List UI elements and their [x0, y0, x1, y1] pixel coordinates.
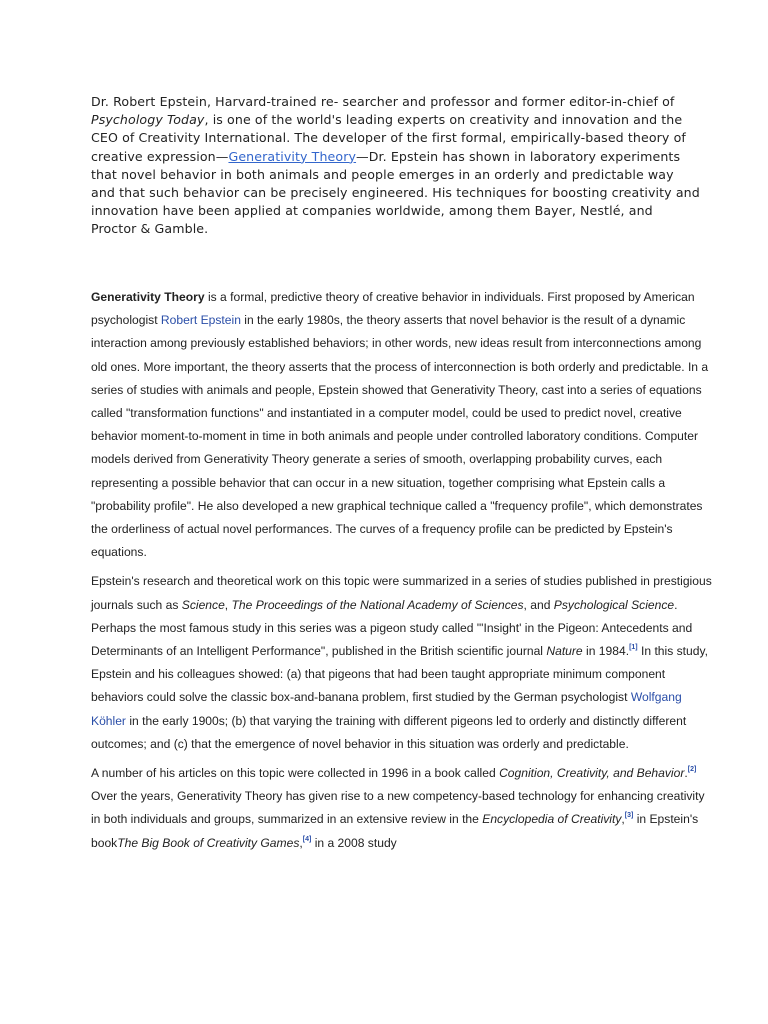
book-title-creativity-games: The Big Book of Creativity Games — [117, 835, 300, 850]
paragraph-generativity-theory — [91, 286, 713, 564]
paragraph-book-collection — [91, 762, 713, 855]
paragraph-research-summary — [91, 570, 713, 756]
journal-nature: Nature — [546, 644, 583, 659]
journal-science: Science — [181, 597, 225, 612]
article-body — [91, 286, 713, 861]
para2-text-3: , and — [523, 597, 554, 612]
book-title-encyclopedia: Encyclopedia of Creativity — [482, 812, 622, 827]
para3-text-6: , — [299, 835, 303, 850]
term-generativity-theory: Generativity Theory — [91, 290, 205, 304]
para2-text-6: In this study, Epstein and his colleagues showed: (a) that pigeons that had been taught appropriate minimum component behaviors could solve the classic box-and-banana problem, first studied by the German psychologist — [91, 644, 708, 705]
journal-pnas: The Proceedings of the National Academy of Sciences — [231, 597, 524, 612]
para3-text-3: Over the years, Generativity Theory has given rise to a new competency-based technology for enhancing creativity in both individuals and groups, summarized in an extensive review in the — [91, 789, 705, 827]
para2-text-7: in the early 1900s; (b) that varying the training with different pigeons led to orderly and distinctly different outcomes; and (c) that the emergence of novel behavior in this situation was orderly and predictable. — [91, 713, 687, 751]
intro-text-1: Dr. Robert Epstein, Harvard-trained re- searcher and professor and former editor-in-chief of — [91, 94, 675, 109]
psychology-today-title: Psychology Today — [91, 112, 205, 128]
wolfgang-kohler-link[interactable]: Wolfgang Köhler — [91, 690, 682, 728]
citation-1-link[interactable]: [1] — [629, 644, 638, 652]
para2-text-1: Epstein's research and theoretical work on this topic were summarized in a series of studies published in prestigious journals such as — [91, 574, 712, 612]
intro-paragraph — [91, 93, 701, 239]
para3-text-4: , — [621, 812, 625, 827]
citation-2-link[interactable]: [2] — [687, 766, 697, 774]
book-title-cognition: Cognition, Creativity, and Behavior — [499, 766, 685, 781]
para1-text-2: in the early 1980s, the theory asserts that novel behavior is the result of a dynamic interaction among previously established behaviors; in other words, new ideas result from interconnections among old ones. More important, the theory asserts that the process of interconnection is both orderly and predictable. In a series of studies with animals and people, Epstein showed that Generativity Theory, cast into a series of equations called "transformation functions" and instantiated in a computer model, could be used to predict novel, creative behavior moment-to-moment in time in both animals and people under controlled laboratory conditions. Computer models derived from Generativity Theory generate a series of smooth, overlapping probability curves, each representing a possible behavior that can occur in a new situation, together comprising what Epstein calls a "probability profile". He also developed a new graphical technique called a "frequency profile", which demonstrates the orderliness of actual novel performances. The curves of a frequency profile can be predicted by Epstein's equations. — [91, 313, 709, 560]
para3-text-2: . — [684, 766, 688, 781]
citation-3-link[interactable]: [3] — [624, 812, 634, 820]
generativity-theory-link[interactable]: Generativity Theory — [228, 148, 357, 164]
para2-text-4: . Perhaps the most famous study in this series was a pigeon study called "'Insight' in the Pigeon: Antecedents and Determinants of an Intelligent Performance", published in the British scientific journal — [91, 597, 693, 659]
para3-text-1: A number of his articles on this topic were collected in 1996 in a book called — [91, 766, 500, 781]
para3-text-7: in a 2008 study — [311, 835, 397, 850]
robert-epstein-link[interactable]: Robert Epstein — [160, 313, 241, 328]
citation-4-link[interactable]: [4] — [302, 835, 312, 843]
para1-text-1: is a formal, predictive theory of creative behavior in individuals. First proposed by American psychologist — [91, 290, 695, 328]
journal-psychological-science: Psychological Science — [553, 597, 675, 612]
intro-text-2: , is one of the world's leading experts on creativity and innovation and the CEO of Creativity International. The developer of the first formal, empirically-based theory of creative expression— — [91, 112, 686, 164]
intro-text-3: —Dr. Epstein has shown in laboratory experiments that novel behavior in both animals and people emerges in an orderly and predictable way and that such behavior can be precisely engineered. His techniques for boosting creativity and innovation have been applied at companies worldwide, among them Bayer, Nestlé, and Proctor & Gamble. — [91, 148, 700, 237]
para3-text-5: in Epstein's book — [91, 812, 699, 850]
para2-text-2: , — [224, 597, 232, 612]
para2-text-5: in 1984. — [582, 644, 630, 659]
